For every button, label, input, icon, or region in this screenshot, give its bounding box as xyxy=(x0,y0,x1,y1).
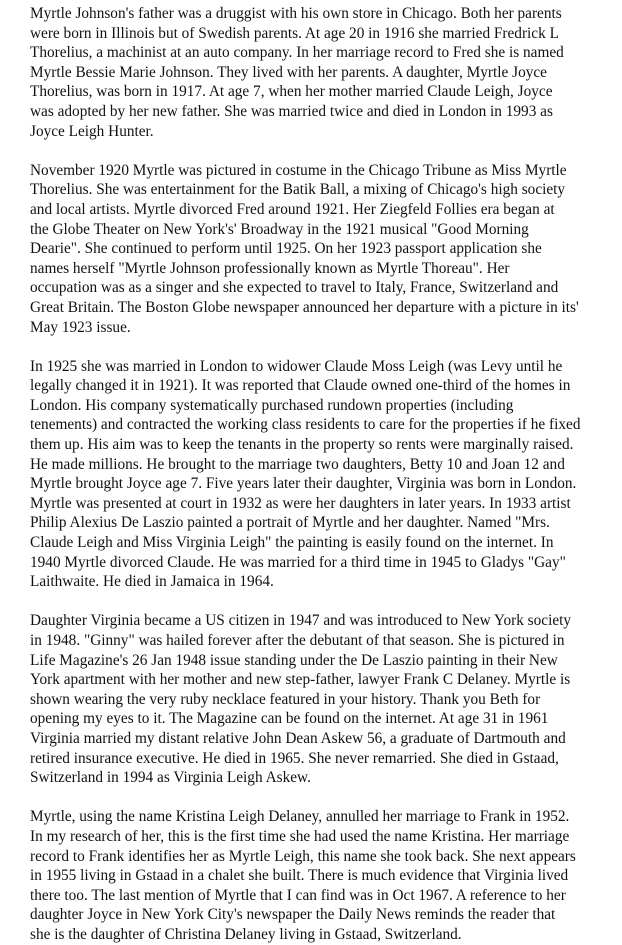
text-line: legally changed it in 1921). It was reported that Claude owned one-third of the homes in xyxy=(30,377,571,395)
text-line: in 1955 living in Gstaad in a chalet she built. There is much evidence that Virginia lived xyxy=(30,867,569,885)
text-line: she is the daughter of Christina Delaney living in Gstaad, Switzerland. xyxy=(30,925,462,943)
text-line: was adopted by her new father. She was married twice and died in London in 1993 as xyxy=(30,102,553,120)
text-line: tenements) and contracted the working class residents to care for the properties if he fixed xyxy=(30,416,581,434)
text-line: were born in Illinois but of Swedish parents. At age 20 in 1916 she married Fredrick L xyxy=(30,24,559,42)
text-line: occupation was as a singer and she expected to travel to Italy, France, Switzerland and xyxy=(30,279,559,297)
text-line: Thorelius, a machinist at an auto company. In her marriage record to Fred she is named xyxy=(30,44,564,62)
text-line: there too. The last mention of Myrtle that I can find was in Oct 1967. A reference to her xyxy=(30,886,566,904)
text-line: the Globe Theater on New York's' Broadway in the 1921 musical "Good Morning xyxy=(30,220,529,238)
text-line: In 1925 she was married in London to widower Claude Moss Leigh (was Levy until he xyxy=(30,357,563,375)
text-line: record to Frank identifies her as Myrtle Leigh, this name she took back. She next appears xyxy=(30,847,576,865)
text-line: them up. His aim was to keep the tenants in the property so rents were marginally raised. xyxy=(30,436,574,454)
text-line: Laithwaite. He died in Jamaica in 1964. xyxy=(30,573,274,591)
text-line: 1940 Myrtle divorced Claude. He was married for a third time in 1945 to Gladys "Gay" xyxy=(30,553,566,571)
text-line: Myrtle, using the name Kristina Leigh Delaney, annulled her marriage to Frank in 1952. xyxy=(30,808,570,826)
text-line: and local artists. Myrtle divorced Fred around 1921. Her Ziegfeld Follies era began at xyxy=(30,200,555,218)
text-line: May 1923 issue. xyxy=(30,318,131,336)
paragraph-3 xyxy=(30,357,612,592)
text-line: Virginia married my distant relative John Dean Askew 56, a graduate of Dartmouth and xyxy=(30,729,566,747)
text-line: Thorelius, was born in 1917. At age 7, when her mother married Claude Leigh, Joyce xyxy=(30,83,553,101)
text-line: daughter Joyce in New York City's newspaper the Daily News reminds the reader that xyxy=(30,906,556,924)
text-line: Life Magazine's 26 Jan 1948 issue standing under the De Laszio painting in their New xyxy=(30,651,558,669)
text-line: November 1920 Myrtle was pictured in costume in the Chicago Tribune as Miss Myrtle xyxy=(30,161,567,179)
text-line: Thorelius. She was entertainment for the Batik Ball, a mixing of Chicago's high society xyxy=(30,181,566,199)
text-line: opening my eyes to it. The Magazine can be found on the internet. At age 31 in 1961 xyxy=(30,710,549,728)
text-line: London. His company systematically purchased rundown properties (including xyxy=(30,396,514,414)
text-line: In my research of her, this is the first time she had used the name Kristina. Her marriage xyxy=(30,827,570,845)
text-line: Philip Alexius De Laszio painted a portrait of Myrtle and her daughter. Named "Mrs. xyxy=(30,514,550,532)
text-line: retired insurance executive. He died in 1965. She never remarried. She died in Gstaad, xyxy=(30,749,559,767)
paragraph-1 xyxy=(30,4,612,141)
text-line: York apartment with her mother and new step-father, lawyer Frank C Delaney. Myrtle is xyxy=(30,671,571,689)
paragraph-2 xyxy=(30,161,612,337)
text-line: Dearie". She continued to perform until 1925. On her 1923 passport application she xyxy=(30,240,542,258)
text-line: Myrtle was presented at court in 1932 as were her daughters in later years. In 1933 artist xyxy=(30,494,571,512)
text-line: Great Britain. The Boston Globe newspaper announced her departure with a picture in its' xyxy=(30,298,579,316)
text-line: Claude Leigh and Miss Virginia Leigh" the painting is easily found on the internet. In xyxy=(30,534,554,552)
text-line: Daughter Virginia became a US citizen in 1947 and was introduced to New York society xyxy=(30,612,572,630)
text-line: Joyce Leigh Hunter. xyxy=(30,122,154,140)
text-line: names herself "Myrtle Johnson professionally known as Myrtle Thoreau". Her xyxy=(30,259,510,277)
text-line: Switzerland in 1994 as Virginia Leigh Askew. xyxy=(30,769,311,787)
text-line: Myrtle Johnson's father was a druggist with his own store in Chicago. Both her parents xyxy=(30,5,562,22)
text-line: Myrtle brought Joyce age 7. Five years later their daughter, Virginia was born in London. xyxy=(30,475,577,493)
text-line: shown wearing the very ruby necklace featured in your history. Thank you Beth for xyxy=(30,690,541,708)
text-line: in 1948. "Ginny" was hailed forever after the debutant of that season. She is pictured in xyxy=(30,632,565,649)
paragraph-5 xyxy=(30,807,612,944)
text-line: He made millions. He brought to the marriage two daughters, Betty 10 and Joan 12 and xyxy=(30,455,565,473)
text-line: Myrtle Bessie Marie Johnson. They lived with her parents. A daughter, Myrtle Joyce xyxy=(30,63,547,81)
paragraph-4 xyxy=(30,611,612,787)
